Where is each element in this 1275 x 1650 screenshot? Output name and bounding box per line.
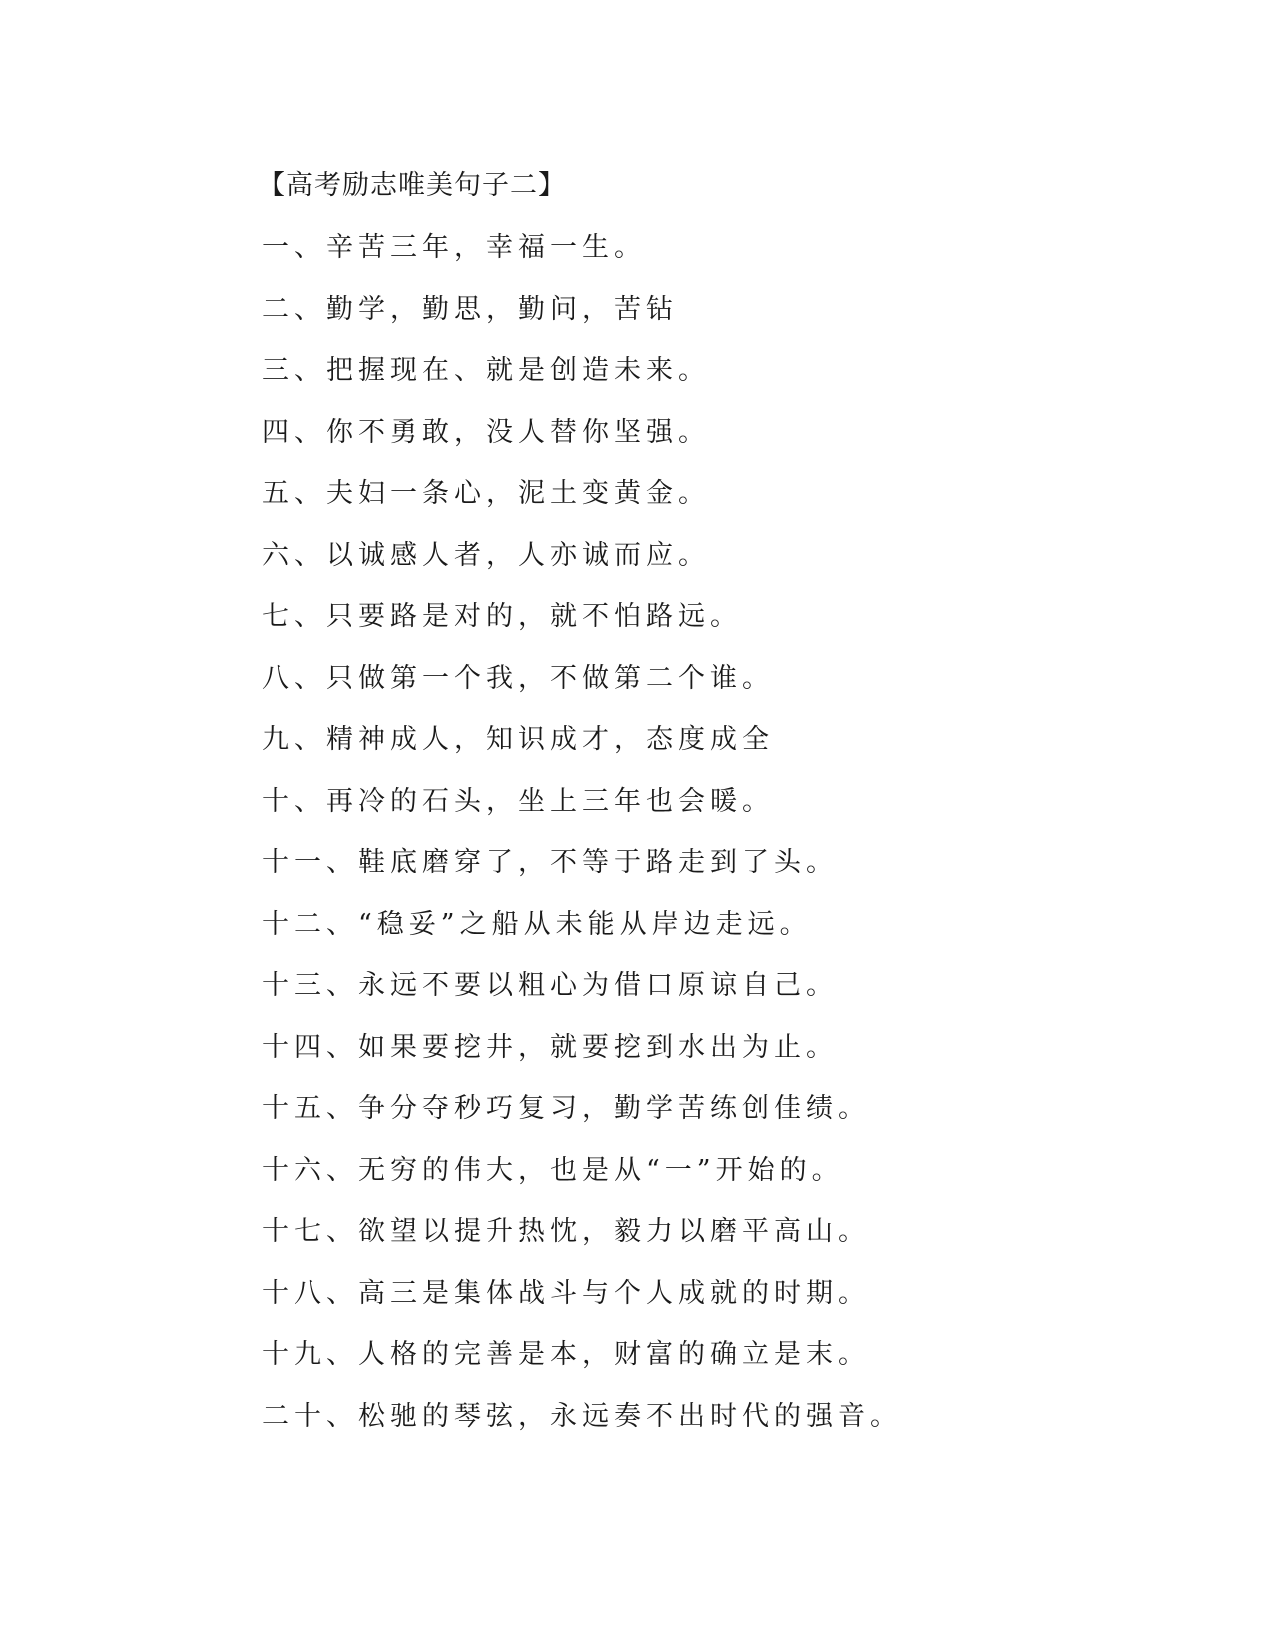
quote-line: 十一、鞋底磨穿了，不等于路走到了头。 xyxy=(262,847,838,878)
quote-line: 九、精神成人，知识成才，态度成全 xyxy=(262,724,774,755)
quote-line: 八、只做第一个我，不做第二个谁。 xyxy=(262,662,774,694)
quote-line: 十四、如果要挖井，就要挖到水出为止。 xyxy=(262,1031,838,1063)
document-title: 【高考励志唯美句子二】 xyxy=(258,170,566,201)
quote-line: 十二、“稳妥”之船从未能从岸边走远。 xyxy=(262,908,812,940)
quote-line: 七、只要路是对的，就不怕路远。 xyxy=(262,601,742,632)
quote-line: 六、以诚感人者，人亦诚而应。 xyxy=(262,539,710,571)
quote-line: 十六、无穷的伟大，也是从“一”开始的。 xyxy=(262,1154,844,1186)
quote-line: 十、再冷的石头，坐上三年也会暖。 xyxy=(262,785,774,817)
quote-line: 二、勤学，勤思，勤问，苦钻 xyxy=(262,293,678,325)
quote-line: 二十、松驰的琴弦，永远奏不出时代的强音。 xyxy=(262,1400,902,1432)
quote-line: 五、夫妇一条心，泥土变黄金。 xyxy=(262,478,710,509)
quote-list xyxy=(262,230,902,1460)
quote-line: 十三、永远不要以粗心为借口原谅自己。 xyxy=(262,970,838,1001)
quote-line: 三、把握现在、就是创造未来。 xyxy=(262,355,710,386)
quote-line: 一、辛苦三年，幸福一生。 xyxy=(262,232,646,263)
quote-line: 十五、争分夺秒巧复习，勤学苦练创佳绩。 xyxy=(262,1093,870,1124)
quote-line: 十七、欲望以提升热忱，毅力以磨平高山。 xyxy=(262,1216,870,1247)
quote-line: 四、你不勇敢，没人替你坚强。 xyxy=(262,416,710,448)
quote-line: 十九、人格的完善是本，财富的确立是末。 xyxy=(262,1339,870,1370)
quote-line: 十八、高三是集体战斗与个人成就的时期。 xyxy=(262,1277,870,1309)
